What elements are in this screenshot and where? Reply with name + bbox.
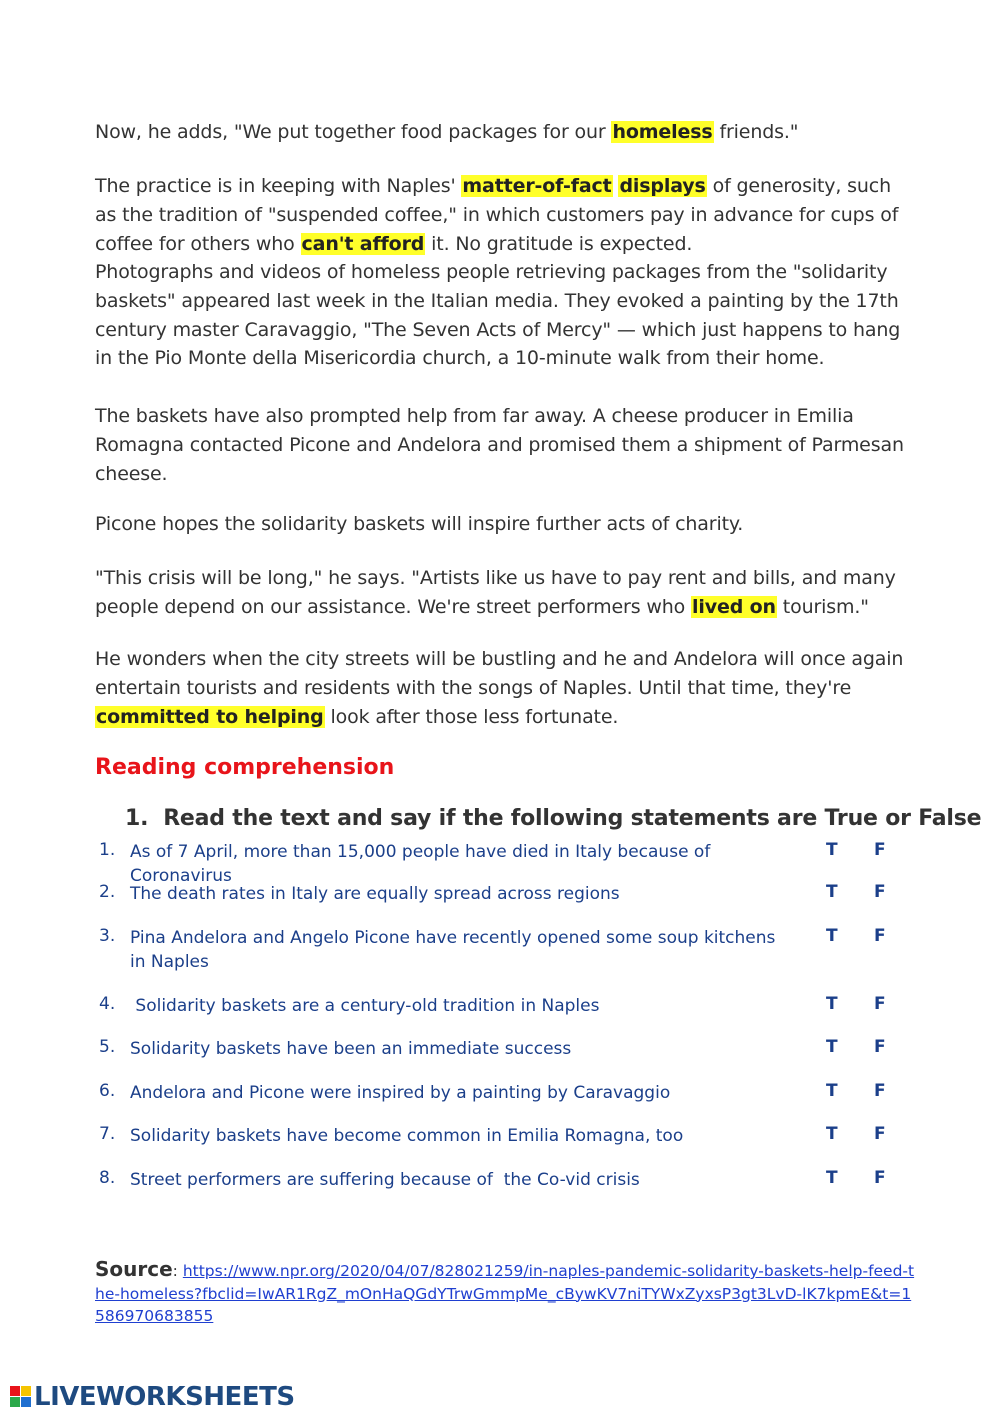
paragraph-1 [95,118,907,147]
source-link[interactable]: https://www.npr.org/2020/04/07/828021259/in-naples-pandemic-solidarity-baskets-help-feed-the-homeless?fbclid=IwAR1RgZ_mOnHaQGdYTrwGmmpMe_cBywKV7niTYWxZyxsP3gt3LvD-lK7kpmE&t=1586970683855 [95,1262,915,1325]
true-option[interactable]: T [826,1037,838,1057]
highlighted-word-homeless: homeless [612,121,713,143]
paragraph-4: The baskets have also prompted help from far away. A cheese producer in Emilia Romagna contacted Picone and Andelora and promised them a shipment of Parmesan cheese. [95,405,904,485]
paragraph-2 [95,172,907,258]
true-option[interactable]: T [826,882,838,902]
text-segment: He wonders when the city streets will be bustling and he and Andelora will once again entertain tourists and residents with the songs of Naples. Until that time, they're [95,648,904,699]
false-option[interactable]: F [874,1037,886,1057]
text-segment: The practice is in keeping with Naples' [95,175,462,197]
question-number: 7. [99,1124,116,1144]
false-option[interactable]: F [874,994,886,1014]
section-heading: Reading comprehension [95,755,395,780]
highlighted-word-lived-on: lived on [692,595,776,618]
text-segment: of generosity, such as the tradition of "suspended coffee," in which customers pay in advance for cups of coffee for others who [95,175,899,255]
question-text: Solidarity baskets have been an immediate success [130,1039,572,1059]
question-text: Andelora and Picone were inspired by a painting by Caravaggio [130,1083,671,1103]
logo-text: LIVEWORKSHEETS [34,1382,295,1412]
text-segment: "This crisis will be long," he says. "Artists like us have to pay rent and bills, and many people depend on our assistance. We're street performers who [95,567,896,618]
false-option[interactable]: F [874,1081,886,1101]
true-option[interactable]: T [826,994,838,1014]
question-text: As of 7 April, more than 15,000 people have died in Italy because of Coronavirus [130,842,711,886]
text-segment: tourism." [776,595,869,618]
question-text: Street performers are suffering because of the Co-vid crisis [130,1170,640,1190]
question-text: Solidarity baskets are a century-old tradition in Naples [130,996,600,1016]
true-option[interactable]: T [826,1168,838,1188]
paragraph-5: Picone hopes the solidarity baskets will inspire further acts of charity. [95,513,744,535]
question-number: 5. [99,1037,116,1057]
paragraph-3: Photographs and videos of homeless people retrieving packages from the "solidarity baskets" appeared last week in the Italian media. They evoked a painting by the 17th century master Caravaggio, "The Seven Acts of Mercy" — which just happens to hang in the Pio Monte della Misericordia church, a 10-minute walk from their home. [95,261,901,370]
source-separator: : [172,1262,183,1280]
question-number: 6. [99,1081,116,1101]
paragraph-7 [95,645,907,731]
source-label: Source [95,1257,173,1281]
highlighted-word-matter-of-fact: matter-of-fact [462,175,612,197]
false-option[interactable]: F [874,1168,886,1188]
question-number: 3. [99,926,116,946]
false-option[interactable]: F [874,882,886,902]
question-text: Solidarity baskets have become common in Emilia Romagna, too [130,1126,684,1146]
task-text: Read the text and say if the following statements are True or False [163,806,982,831]
true-option[interactable]: T [826,1081,838,1101]
question-number: 8. [99,1168,116,1188]
question-text: The death rates in Italy are equally spread across regions [130,884,620,904]
highlighted-word-committed-to-helping: committed to helping [96,705,324,728]
false-option[interactable]: F [874,926,886,946]
true-option[interactable]: T [826,926,838,946]
question-text: Pina Andelora and Angelo Picone have recently opened some soup kitchens in Naples [130,928,776,972]
text-segment: Now, he adds, "We put together food packages for our [95,121,612,143]
true-option[interactable]: T [826,1124,838,1144]
false-option[interactable]: F [874,840,886,860]
logo-grid-icon [10,1386,32,1408]
text-segment: look after those less fortunate. [324,705,619,728]
highlighted-word-displays: displays [619,175,706,197]
task-instruction [125,806,981,831]
true-option[interactable]: T [826,840,838,860]
question-number: 2. [99,882,116,902]
text-segment: friends." [713,121,799,143]
question-number: 1. [99,840,116,860]
source-citation [95,1258,915,1328]
question-number: 4. [99,994,116,1014]
text-segment: it. No gratitude is expected. [425,232,693,255]
false-option[interactable]: F [874,1124,886,1144]
highlighted-word-cant-afford: can't afford [301,232,425,255]
paragraph-6 [95,564,907,622]
task-number: 1. [125,806,149,831]
liveworksheets-logo [10,1380,295,1414]
